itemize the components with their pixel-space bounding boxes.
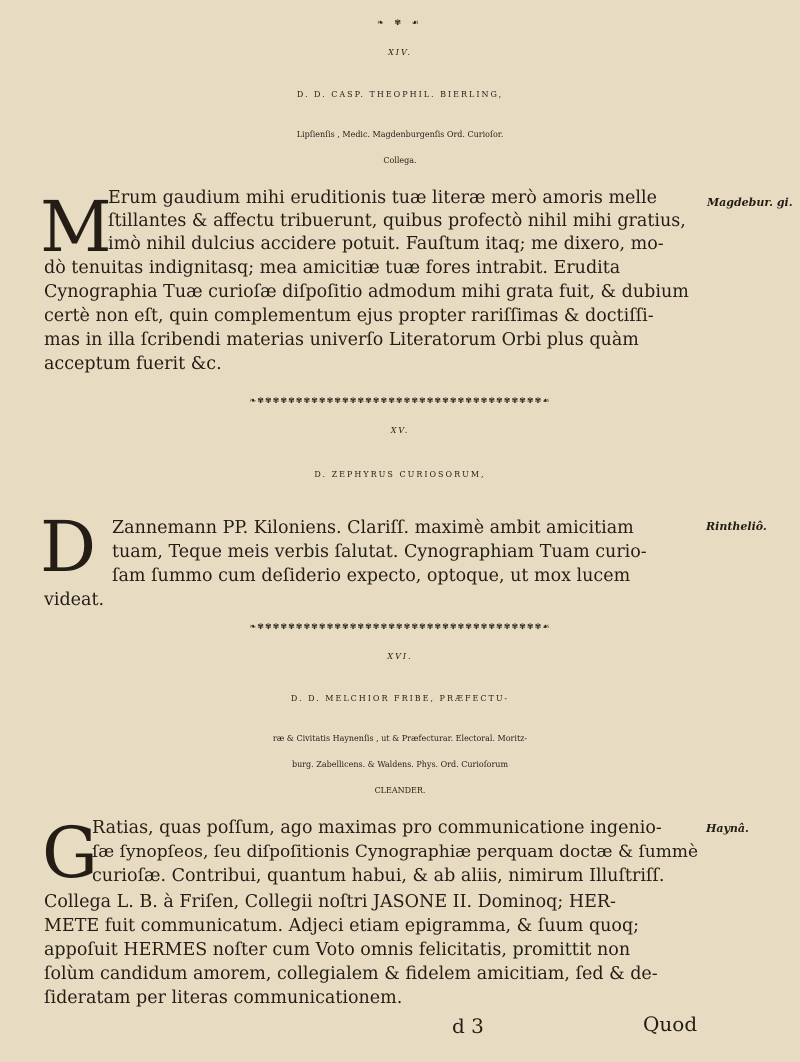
body-line: Collega L. B. à Friſen, Collegii noſtri JASONE II. Dominoq; HER- [44,892,616,912]
margin-note-rinteln: Rintheliô. [706,520,767,533]
section-number-xv: XV. [390,426,410,435]
section-number-xiv: XIV. [388,48,412,57]
body-line: Zannemann PP. Kiloniens. Clariſſ. maximè ambit amicitiam [112,518,634,538]
signature-mark: d 3 [452,1014,484,1038]
drop-initial-m: M [40,186,112,268]
section-heading-xv: D. ZEPHYRUS CURIOSORUM, [314,470,486,479]
body-line: ſolùm candidum amorem, collegialem & fidelem amicitiam, ſed & de- [44,964,658,984]
section-number-xvi: XVI. [387,652,413,661]
body-line: imò nihil dulcius accidere potuit. Fauſtum itaq; me dixero, mo- [108,234,664,254]
body-line: appoſuit HERMES noſter cum Voto omnis felicitatis, promittit non [44,940,631,960]
body-line: Cynographia Tuæ curioſæ diſpoſitio admodum mihi grata fuit, & dubium [44,282,689,302]
body-line: ſæ ſynopſeos, ſeu diſpoſitionis Cynographiæ perquam doctæ & ſummè [92,842,699,862]
body-line: dò tenuitas indignitasq; mea amicitiæ tuæ fores intrabit. Erudita [44,258,621,278]
section-sub1-xiv: Lipſienſis , Medic. Magdenburgenſis Ord. Curioſor. [296,130,504,139]
margin-note-magdeburg: Magdebur. gi. [707,196,793,209]
body-line: tuam, Teque meis verbis ſalutat. Cynographiam Tuam curio- [112,542,647,562]
body-line: Erum gaudium mihi eruditionis tuæ literæ merò amoris melle [108,188,657,208]
body-line: ſideratam per literas communicationem. [44,988,403,1008]
ornamental-rule: ❧✾✾✾✾✾✾✾✾✾✾✾✾✾✾✾✾✾✾✾✾✾✾✾✾✾✾✾✾✾✾✾✾✾✾✾✾✾☙ [249,396,551,405]
body-line: acceptum fuerit &c. [44,354,222,374]
drop-initial-g: G [42,812,98,894]
catchword: Quod [643,1012,698,1036]
ornamental-rule: ❧✾✾✾✾✾✾✾✾✾✾✾✾✾✾✾✾✾✾✾✾✾✾✾✾✾✾✾✾✾✾✾✾✾✾✾✾✾☙ [249,622,551,631]
body-line: ſam ſummo cum deſiderio expecto, optoque, ut mox lucem [112,566,631,586]
body-line: Ratias, quas poſſum, ago maximas pro communicatione ingenio- [92,818,662,838]
section-heading-xiv: D. D. CASP. THEOPHIL. BIERLING, [296,90,504,99]
body-line: METE fuit communicatum. Adjeci etiam epigramma, & ſuum quoq; [44,916,640,936]
section-sub2-xiv: Collega. [383,156,417,165]
body-line: mas in illa ſcribendi materias univerſo Literatorum Orbi plus quàm [44,330,639,350]
body-line: videat. [44,590,105,610]
section-sub1-xvi: ræ & Civitatis Haynenſis , ut & Præfecturar. Electoral. Moritz- [272,734,528,743]
section-sub3-xvi: CLEANDER. [374,786,426,795]
section-sub2-xvi: burg. Zabellicens. & Waldens. Phys. Ord. Curioſorum [291,760,509,769]
body-line: ſtillantes & affectu tribuerunt, quibus profectò nihil mihi gratius, [108,211,686,231]
body-line: curioſæ. Contribui, quantum habui, & ab aliis, nimirum Illuſtriſſ. [92,866,665,886]
drop-initial-d: D [40,506,97,588]
section-heading-xvi: D. D. MELCHIOR FRIBE, PRÆFECTU- [290,694,510,703]
margin-note-hayna: Haynâ. [706,822,749,835]
top-ornament: ❧ ✾ ☙ [377,18,423,27]
body-line: certè non eſt, quin complementum ejus propter rariſſimas & doctiſſi- [44,306,654,326]
